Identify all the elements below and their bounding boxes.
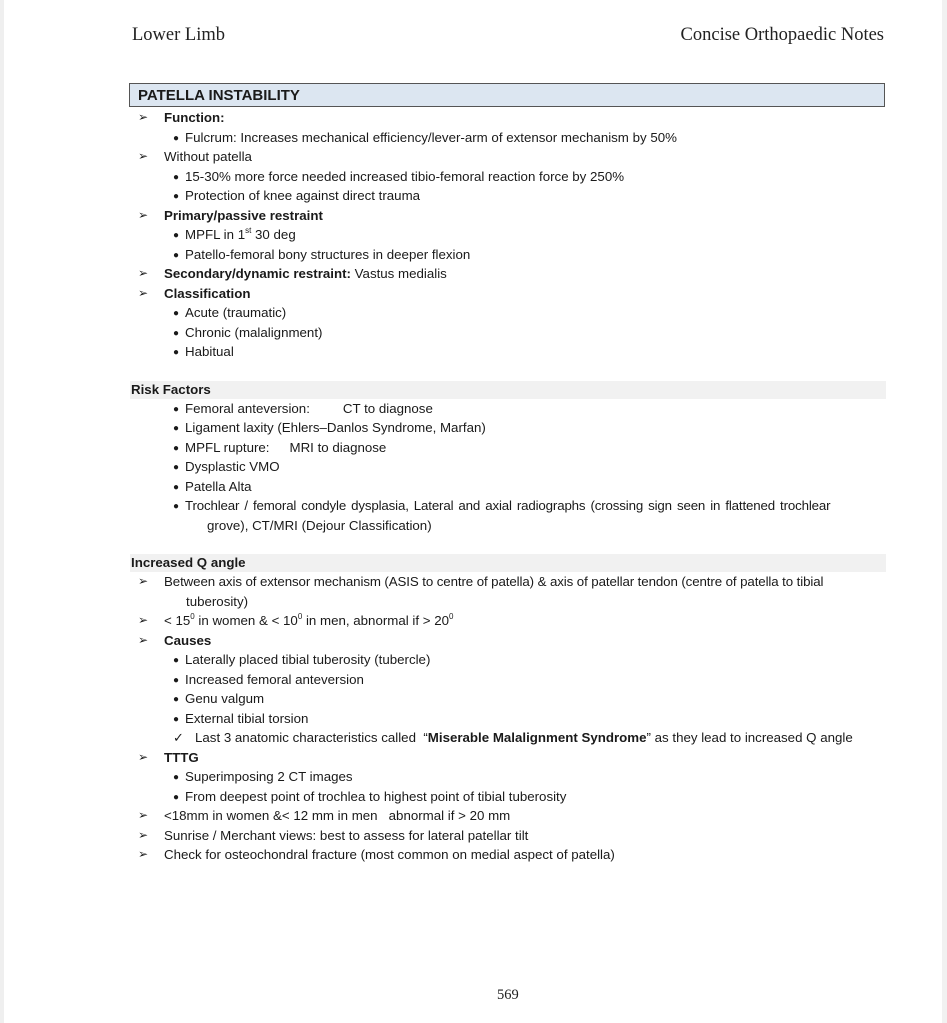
arrowhead-bullet-icon: ➢ bbox=[138, 632, 149, 647]
list-item: ● Patella Alta bbox=[130, 477, 886, 497]
list-item: ● MPFL rupture: MRI to diagnose bbox=[130, 438, 886, 458]
dot-bullet-icon: ● bbox=[173, 713, 180, 725]
dot-bullet-icon: ● bbox=[173, 655, 180, 666]
list-item: ● Fulcrum: Increases mechanical efficiency/lever-arm of extensor mechanism by 50% bbox=[130, 128, 886, 148]
list-item-continuation: tuberosity) bbox=[186, 593, 249, 609]
list-item: ● Laterally placed tibial tuberosity (tubercle) bbox=[130, 650, 886, 670]
arrowhead-bullet-icon: ➢ bbox=[138, 613, 149, 627]
dot-bullet-icon: ● bbox=[173, 308, 180, 319]
list-item: ● Trochlear / femoral condyle dysplasia, Lateral and axial radiographs (crossing sign seen in flattened trochlear bbox=[130, 496, 886, 516]
section-title: PATELLA INSTABILITY bbox=[138, 87, 300, 104]
list-item-tttg: ➢ TTTG bbox=[130, 748, 886, 768]
section-title-box bbox=[129, 83, 885, 107]
dot-bullet-icon: ● bbox=[173, 403, 180, 415]
list-item: ● Protection of knee against direct trauma bbox=[130, 186, 886, 206]
list-item: ● Ligament laxity (Ehlers–Danlos Syndrome, Marfan) bbox=[130, 418, 886, 438]
dot-bullet-icon: ● bbox=[173, 249, 180, 261]
list-item: ● Acute (traumatic) bbox=[130, 303, 886, 323]
arrowhead-bullet-icon: ➢ bbox=[138, 574, 149, 588]
dot-bullet-icon: ● bbox=[173, 230, 180, 241]
running-head-book-title: Concise Orthopaedic Notes bbox=[680, 25, 884, 45]
dot-bullet-icon: ● bbox=[173, 347, 180, 358]
arrowhead-bullet-icon: ➢ bbox=[138, 207, 149, 222]
list-item: ● From deepest point of trochlea to highest point of tibial tuberosity bbox=[130, 787, 886, 807]
arrowhead-bullet-icon: ➢ bbox=[138, 285, 149, 300]
list-item: ● Patello-femoral bony structures in deeper flexion bbox=[130, 245, 886, 265]
list-item: ● 15-30% more force needed increased tibio-femoral reaction force by 250% bbox=[130, 167, 886, 187]
list-item: ● External tibial torsion bbox=[130, 709, 886, 729]
arrowhead-bullet-icon: ➢ bbox=[138, 847, 149, 861]
list-item: ● Genu valgum bbox=[130, 689, 886, 709]
list-item: ● Dysplastic VMO bbox=[130, 457, 886, 477]
dot-bullet-icon: ● bbox=[173, 462, 180, 473]
list-item-q-angle-normal: ➢ < $15^0$ in women & < $10^0$ in men, abnormal if > $20^0$ bbox=[130, 611, 886, 631]
list-item: ● Superimposing 2 CT images bbox=[130, 767, 886, 787]
dot-bullet-icon: ● bbox=[173, 191, 180, 202]
page-right-edge bbox=[942, 0, 947, 1023]
dot-bullet-icon: ● bbox=[173, 423, 180, 434]
dot-bullet-icon: ● bbox=[173, 674, 180, 686]
page-left-edge bbox=[0, 0, 4, 1023]
list-item-sunrise-view: ➢ Sunrise / Merchant views: best to assess for lateral patellar tilt bbox=[130, 826, 886, 846]
checkmark-icon: ✓ bbox=[173, 730, 184, 745]
dot-bullet-icon: ● bbox=[173, 791, 180, 803]
section-heading-q-angle: Increased Q angle bbox=[130, 554, 886, 572]
dot-bullet-icon: ● bbox=[173, 501, 180, 512]
dot-bullet-icon: ● bbox=[173, 132, 180, 144]
dot-bullet-icon: ● bbox=[173, 481, 180, 493]
arrowhead-bullet-icon: ➢ bbox=[138, 266, 149, 280]
list-item: ● Femoral anteversion: CT to diagnose bbox=[130, 399, 886, 419]
list-item-osteochondral: ➢ Check for osteochondral fracture (most common on medial aspect of patella) bbox=[130, 845, 886, 865]
arrowhead-bullet-icon: ➢ bbox=[138, 827, 149, 842]
arrowhead-bullet-icon: ➢ bbox=[138, 149, 149, 163]
list-item: ● Chronic (malalignment) bbox=[130, 323, 886, 343]
list-item: ● MPFL in 1st 30 deg bbox=[130, 225, 886, 245]
dot-bullet-icon: ● bbox=[173, 327, 180, 339]
list-item: ● Habitual bbox=[130, 342, 886, 362]
arrowhead-bullet-icon: ➢ bbox=[138, 749, 149, 764]
list-item-function: ➢ Function: bbox=[130, 108, 886, 128]
list-item: ● Increased femoral anteversion bbox=[130, 670, 886, 690]
list-item-without-patella: ➢ Without patella bbox=[130, 147, 886, 167]
list-item-causes: ➢ Causes bbox=[130, 631, 886, 651]
dot-bullet-icon: ● bbox=[173, 171, 180, 183]
page-content bbox=[130, 108, 886, 865]
list-item-tttg-values: ➢ <18mm in women &< 12 mm in men abnormal if > 20 mm bbox=[130, 806, 886, 826]
arrowhead-bullet-icon: ➢ bbox=[138, 110, 149, 124]
dot-bullet-icon: ● bbox=[173, 694, 180, 705]
page-number: 569 bbox=[497, 987, 519, 1003]
running-head-chapter: Lower Limb bbox=[132, 25, 225, 45]
list-item-q-angle-definition: ➢ Between axis of extensor mechanism (ASIS to centre of patella) & axis of patellar tendon (centre of patella to tibial bbox=[130, 572, 886, 592]
list-item-classification: ➢ Classification bbox=[130, 284, 886, 304]
list-item-miserable-malalignment-note: ✓ Last 3 anatomic characteristics called “Miserable Malalignment Syndrome” as they lead to increased Q angle bbox=[130, 728, 886, 748]
list-item-secondary-restraint: ➢ Secondary/dynamic restraint: Vastus medialis bbox=[130, 264, 886, 284]
arrowhead-bullet-icon: ➢ bbox=[138, 808, 149, 822]
section-heading-risk-factors: Risk Factors bbox=[130, 381, 886, 399]
list-item-primary-restraint: ➢ Primary/passive restraint bbox=[130, 206, 886, 226]
dot-bullet-icon: ● bbox=[173, 442, 180, 454]
list-item-continuation: grove), CT/MRI (Dejour Classification) bbox=[207, 517, 432, 533]
dot-bullet-icon: ● bbox=[173, 772, 180, 783]
